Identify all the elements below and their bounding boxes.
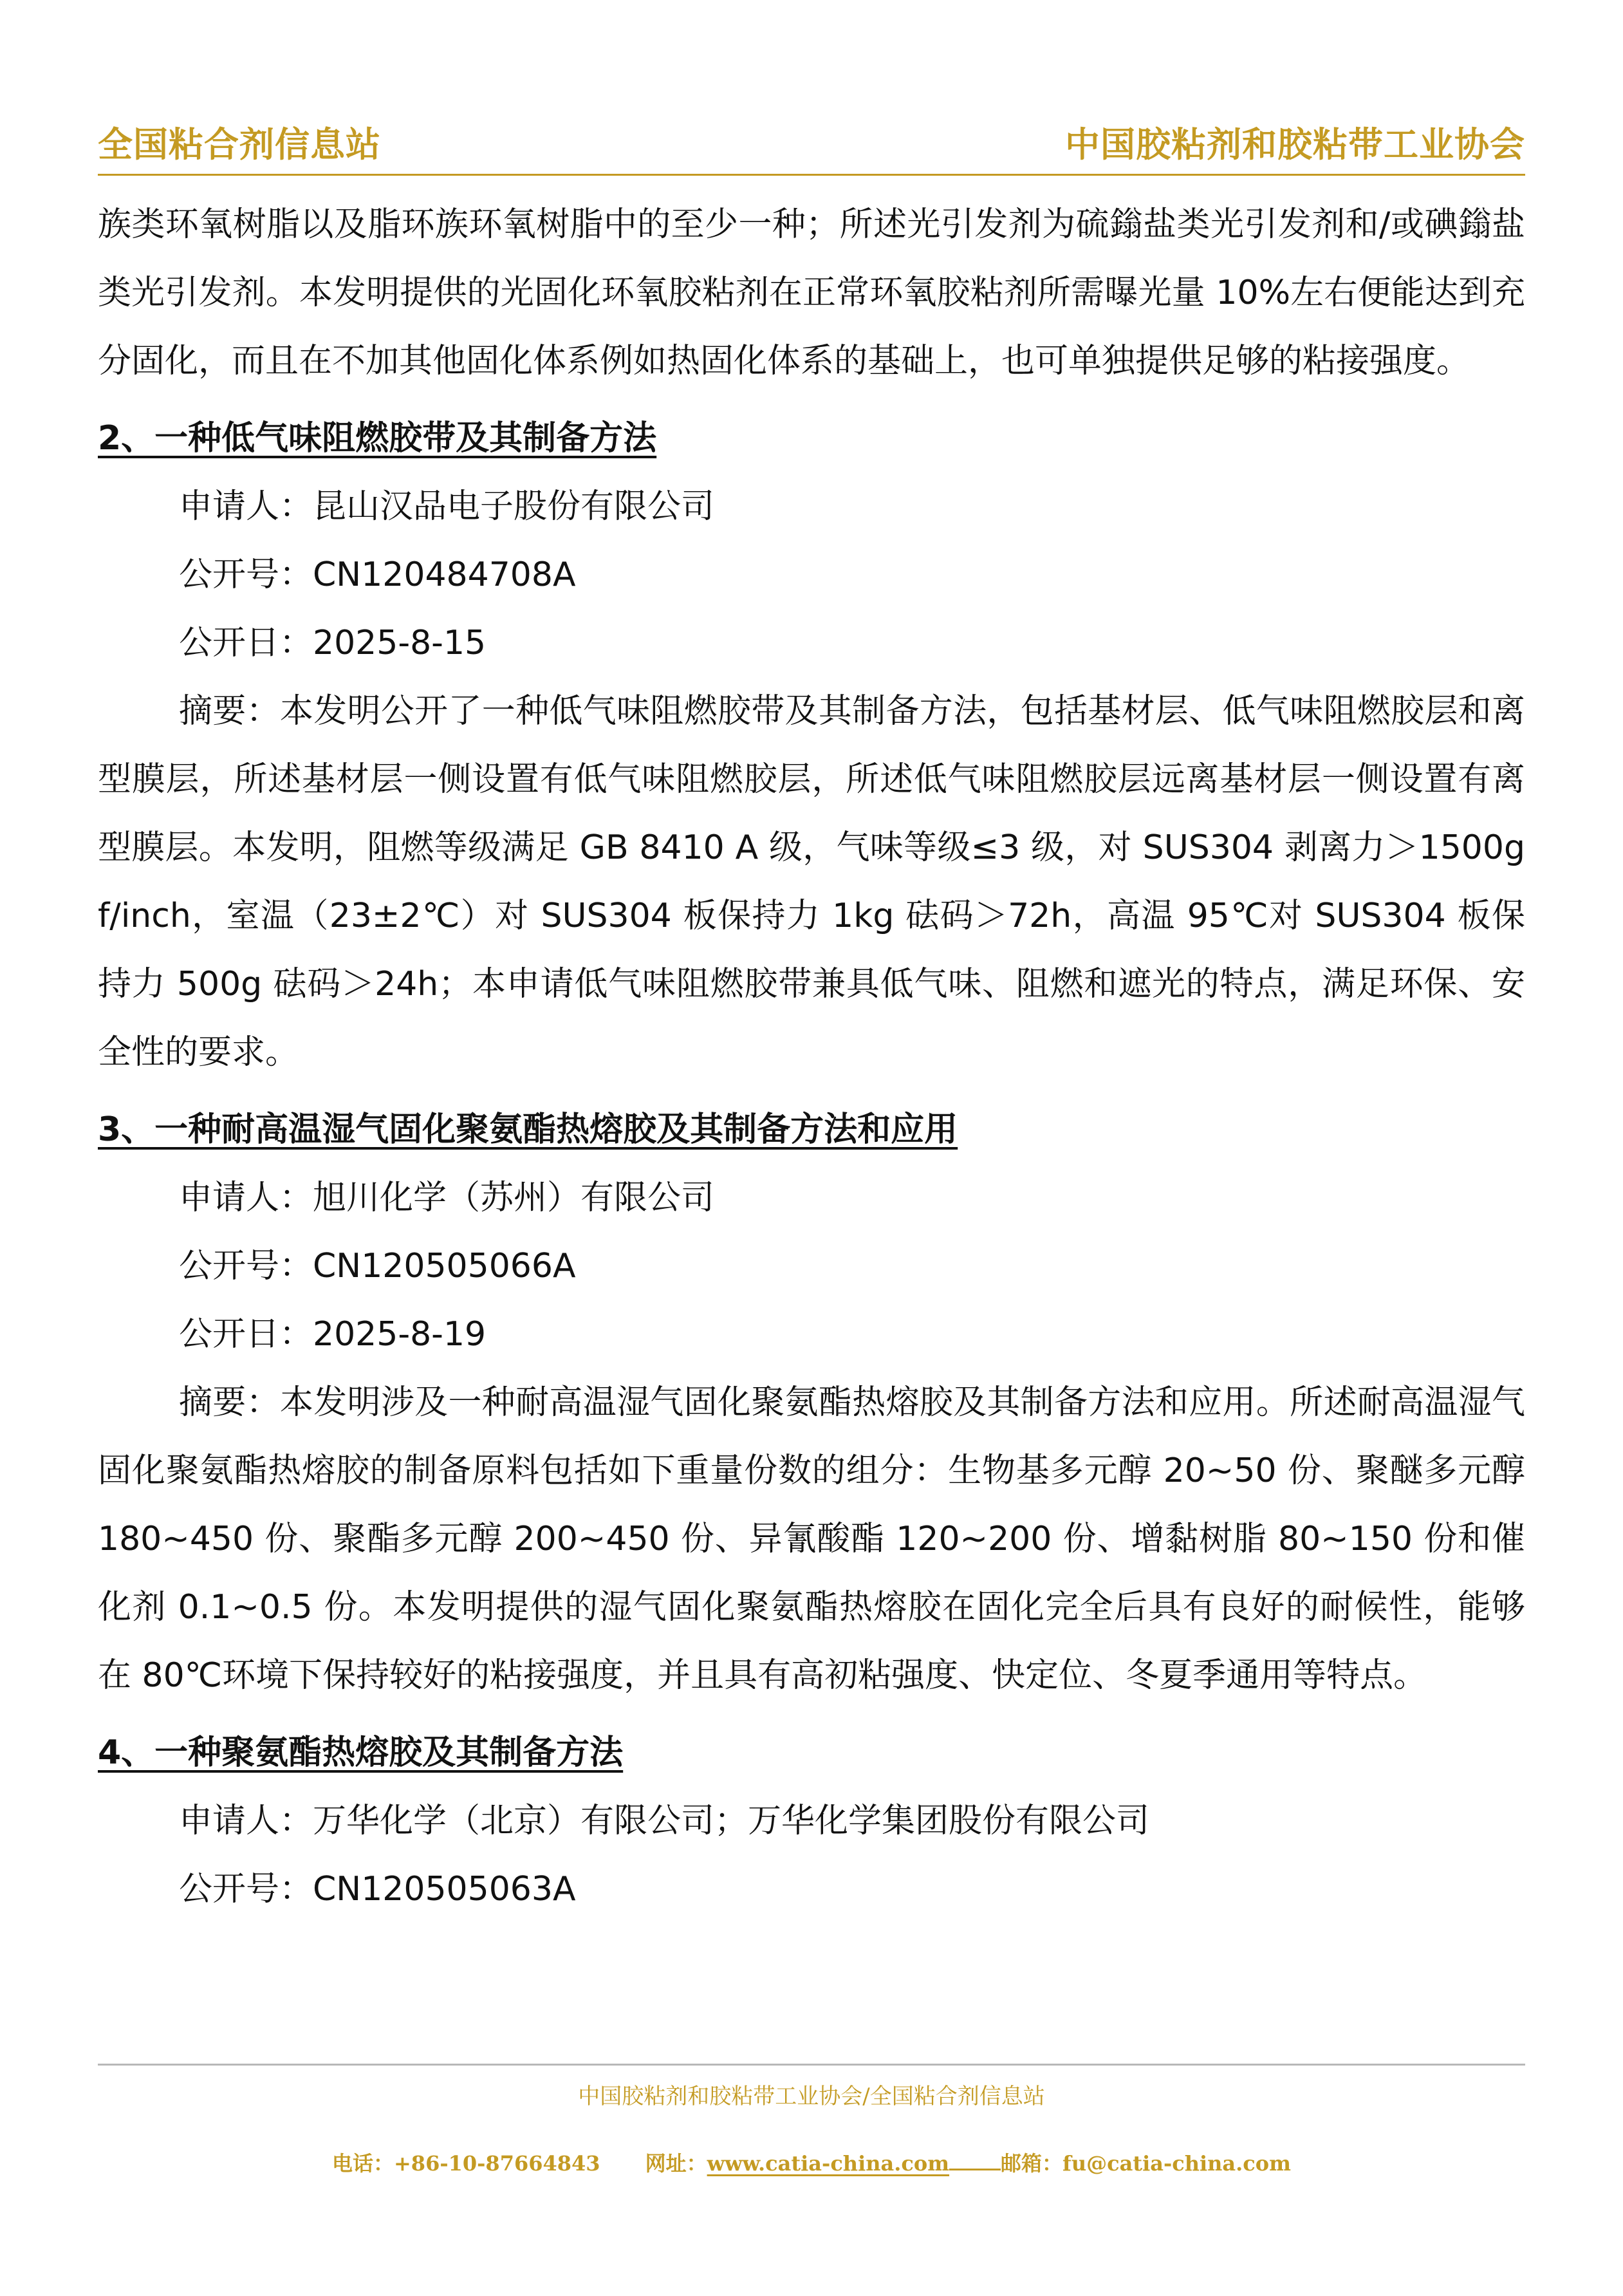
patent-title [98,1096,1525,1164]
patent-entry-2 [98,404,1525,1087]
header-association-name: 中国胶粘剂和胶粘带工业协会 [1065,124,1525,165]
document-body [98,191,1525,1923]
patent-title [98,1719,1525,1787]
footer-phone: 电话：+86-10-87664843 [331,2151,600,2176]
patent-abstract: 摘要：本发明涉及一种耐高温湿气固化聚氨酯热熔胶及其制备方法和应用。所述耐高温湿气固化聚氨酯热熔胶的制备原料包括如下重量份数的组分：生物基多元醇 20~50 份、聚醚多元醇 180~450 份、聚酯多元醇 200~450 份、异氰酸酯 120~200 份、增黏树脂 80~150 份和催化剂 0.1~0.5 份。本发明提供的湿气固化聚氨酯热熔胶在固化完全后具有良好的耐候性，能够在 80℃环境下保持较好的粘接强度，并且具有高初粘强度、快定位、冬夏季通用等特点。 [98,1383,1525,1695]
patent-applicant: 申请人：昆山汉品电子股份有限公司 [179,487,715,526]
footer-link-underline [949,2149,1001,2170]
intro-paragraph: 族类环氧树脂以及脂环族环氧树脂中的至少一种；所述光引发剂为硫鎓盐类光引发剂和/或碘鎓盐类光引发剂。本发明提供的光固化环氧胶粘剂在正常环氧胶粘剂所需曝光量 10%左右便能达到充分固化，而且在不加其他固化体系例如热固化体系的基础上，也可单独提供足够的粘接强度。 [98,205,1525,380]
footer-organization: 中国胶粘剂和胶粘带工业协会/全国粘合剂信息站 [578,2084,1045,2109]
patent-title-text: 2、一种低气味阻燃胶带及其制备方法 [98,419,657,458]
patent-applicant: 申请人：万华化学（北京）有限公司；万华化学集团股份有限公司 [179,1802,1150,1840]
patent-abstract: 摘要：本发明公开了一种低气味阻燃胶带及其制备方法，包括基材层、低气味阻燃胶层和离型膜层，所述基材层一侧设置有低气味阻燃胶层，所述低气味阻燃胶层远离基材层一侧设置有离型膜层。本发明，阻燃等级满足 GB 8410 A 级，气味等级≤3 级，对 SUS304 剥离力＞1500gf/inch，室温（23±2℃）对 SUS304 板保持力 1kg 砝码＞72h，高温 95℃对 SUS304 板保持力 500g 砝码＞24h；本申请低气味阻燃胶带兼具低气味、阻燃和遮光的特点，满足环保、安全性的要求。 [98,692,1525,1072]
patent-publication-date: 公开日：2025-8-19 [179,1315,487,1354]
page-footer [98,2064,1525,2183]
header-site-name: 全国粘合剂信息站 [98,124,381,165]
footer-website-label: 网址： [645,2151,707,2176]
patent-title [98,404,1525,472]
patent-title-text: 3、一种耐高温湿气固化聚氨酯热熔胶及其制备方法和应用 [98,1110,958,1149]
footer-website-link[interactable]: www.catia-china.com [707,2151,950,2176]
patent-publication-number: 公开号：CN120505066A [179,1247,576,1285]
footer-email: 邮箱：fu@catia-china.com [1001,2151,1291,2176]
patent-entry-4 [98,1719,1525,1923]
patent-publication-number: 公开号：CN120484708A [179,555,576,594]
patent-title-text: 4、一种聚氨酯热熔胶及其制备方法 [98,1733,624,1772]
patent-entry-3 [98,1096,1525,1710]
page-header [98,115,1525,176]
patent-publication-date: 公开日：2025-8-15 [179,624,487,662]
footer-contact [98,2144,1525,2183]
patent-publication-number: 公开号：CN120505063A [179,1870,576,1909]
patent-applicant: 申请人：旭川化学（苏州）有限公司 [179,1179,715,1217]
